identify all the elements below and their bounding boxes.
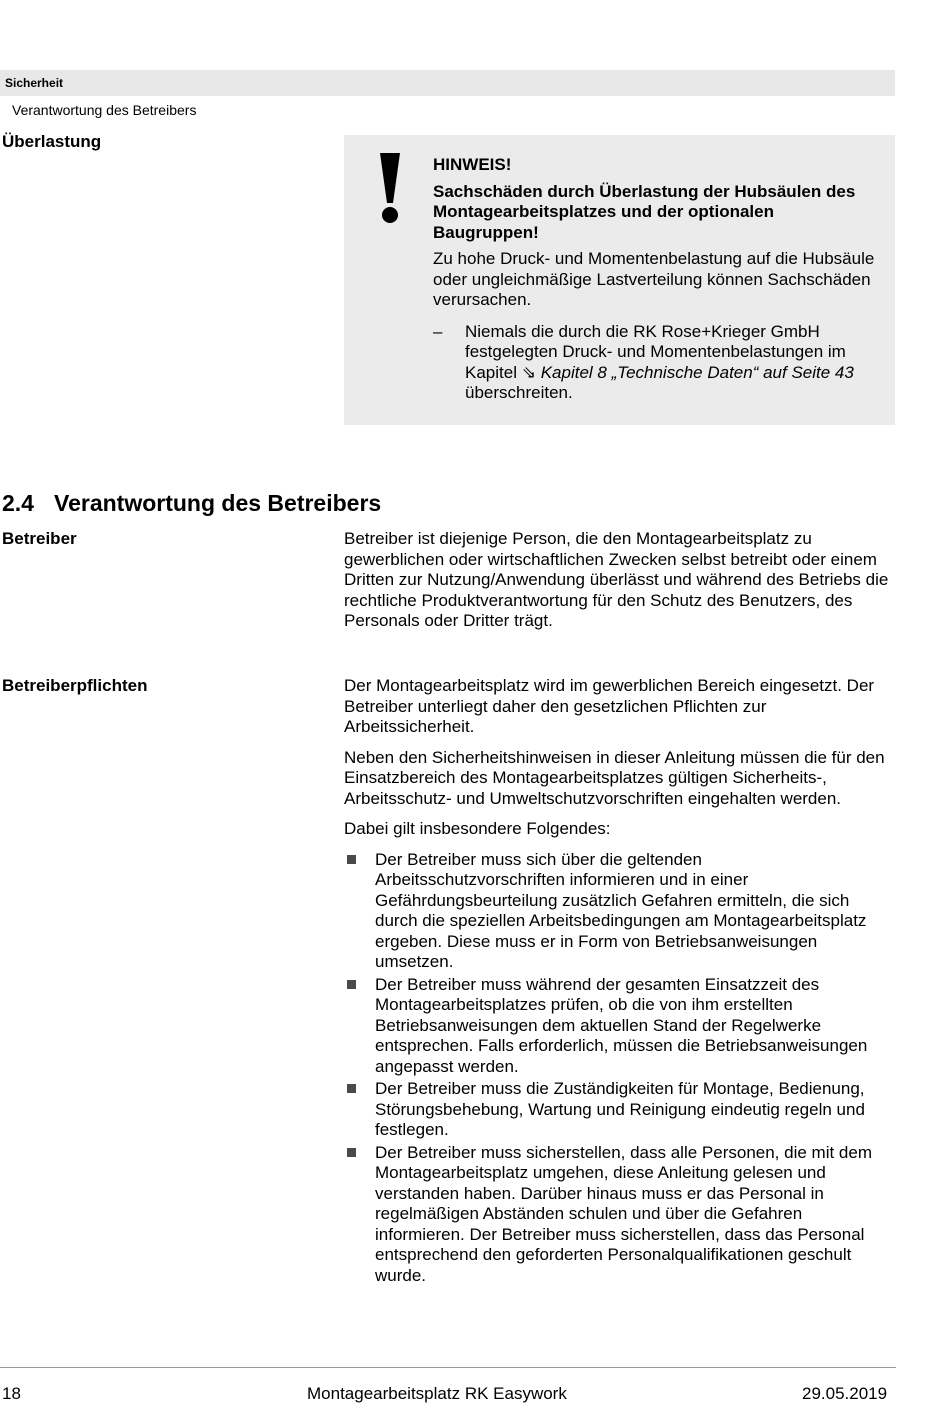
- running-header-title: Sicherheit: [5, 76, 64, 90]
- duties-list: [344, 850, 894, 1287]
- reference-arrow-icon: ⇘: [521, 362, 536, 382]
- chapter-reference-link[interactable]: Kapitel 8 „Technische Daten“ auf Seite 43: [540, 362, 854, 382]
- exclamation-icon: [378, 153, 402, 225]
- list-item-text: Der Betreiber muss sich über die geltenden Arbeitsschutzvorschriften informieren und in einer Gefährdungsbeurteilung zusätzlich Gefahren ermitteln, die sich durch die speziellen Arbeitsbedingungen am Montagearbeitsplatz ergeben. Diese muss er in Form von Betriebsanweisungen umsetzen.: [375, 849, 867, 971]
- page-number: 18: [2, 1384, 21, 1403]
- notice-title: HINWEIS!: [433, 155, 512, 174]
- square-bullet-icon: [347, 1148, 356, 1157]
- operator-definition: [344, 529, 894, 642]
- list-item-text: Der Betreiber muss sicherstellen, dass alle Personen, die mit dem Montagearbeitsplatz umgehen, diese Anleitung gelesen und verstanden haben. Darüber hinaus muss er das Personal in regelmäßigen Abständen schulen und über die Gefahren informieren. Der Betreiber muss sicherstellen, dass das Personal entsprechend den geforderten Personalqualifikationen geschult wurde.: [375, 1142, 872, 1285]
- operator-label: Betreiber: [2, 529, 77, 548]
- section-title: Verantwortung des Betreibers: [54, 490, 382, 516]
- list-item: [344, 1143, 894, 1287]
- operator-text: Betreiber ist diejenige Person, die den Montagearbeitsplatz zu gewerblichen oder wirtschaftlichen Zwecken selbst betreibt oder einem Dritten zur Nutzung/Anwendung überlässt und während des Betriebs die rechtliche Produktverantwortung für den Schutz des Benutzers, des Personals oder Dritter trägt.: [344, 529, 889, 630]
- list-item: [344, 975, 894, 1078]
- footer-product: Montagearbeitsplatz RK Easywork: [307, 1384, 567, 1403]
- overload-label: Überlastung: [2, 132, 102, 151]
- dash-marker: –: [433, 321, 443, 341]
- list-item-text: Der Betreiber muss während der gesamten Einsatzzeit des Montagearbeitsplatzes prüfen, ob die von ihm erstellten Betriebsanweisungen dem aktuellen Stand der Regelwerke entsprechen. Falls erforderlich, müssen die Betriebsanweisungen angepasst werden.: [375, 974, 868, 1076]
- notice-list-item: [433, 322, 883, 404]
- notice-box: [344, 135, 895, 425]
- duties-paragraph: Neben den Sicherheitshinweisen in dieser Anleitung müssen die für den Einsatzbereich des Montagearbeitsplatzes gültigen Sicherheits-, Arbeitsschutz- und Umweltschutzvorschriften eingehalten werden.: [344, 747, 885, 808]
- list-item: [344, 1079, 894, 1141]
- running-header-bar: [0, 70, 895, 96]
- notice-item-suffix: überschreiten.: [465, 383, 573, 402]
- notice-text: Zu hohe Druck- und Momentenbelastung auf die Hubsäule oder ungleichmäßige Lastverteilung können Sachschäden verursachen.: [433, 249, 875, 309]
- footer-divider: [0, 1367, 896, 1368]
- square-bullet-icon: [347, 1084, 356, 1093]
- duties-paragraph: Dabei gilt insbesondere Folgendes:: [344, 819, 611, 838]
- footer-date: 29.05.2019: [802, 1384, 888, 1403]
- list-item-text: Der Betreiber muss die Zuständigkeiten für Montage, Bedienung, Störungsbehebung, Wartung und Reinigung eindeutig regeln und festlegen.: [375, 1079, 865, 1139]
- list-item: [344, 850, 894, 973]
- notice-item-prefix: Niemals die durch die RK Rose+Krieger GmbH festgelegten Druck- und Momentenbelastungen im Kapitel: [465, 321, 846, 382]
- duties-paragraph: Der Montagearbeitsplatz wird im gewerblichen Bereich eingesetzt. Der Betreiber unterliegt daher den gesetzlichen Pflichten zur Arbeitssicherheit.: [344, 676, 875, 736]
- notice-headline: Sachschäden durch Überlastung der Hubsäulen des Montagearbeitsplatzes und der optionalen Baugruppen!: [433, 181, 856, 242]
- notice-body: [433, 155, 883, 404]
- square-bullet-icon: [347, 980, 356, 989]
- section-heading: [2, 490, 381, 517]
- duties-label: Betreiberpflichten: [2, 676, 148, 695]
- running-header-subtitle: Verantwortung des Betreibers: [12, 102, 197, 118]
- duties-content: [344, 676, 894, 1288]
- square-bullet-icon: [347, 855, 356, 864]
- section-number: 2.4: [2, 490, 34, 516]
